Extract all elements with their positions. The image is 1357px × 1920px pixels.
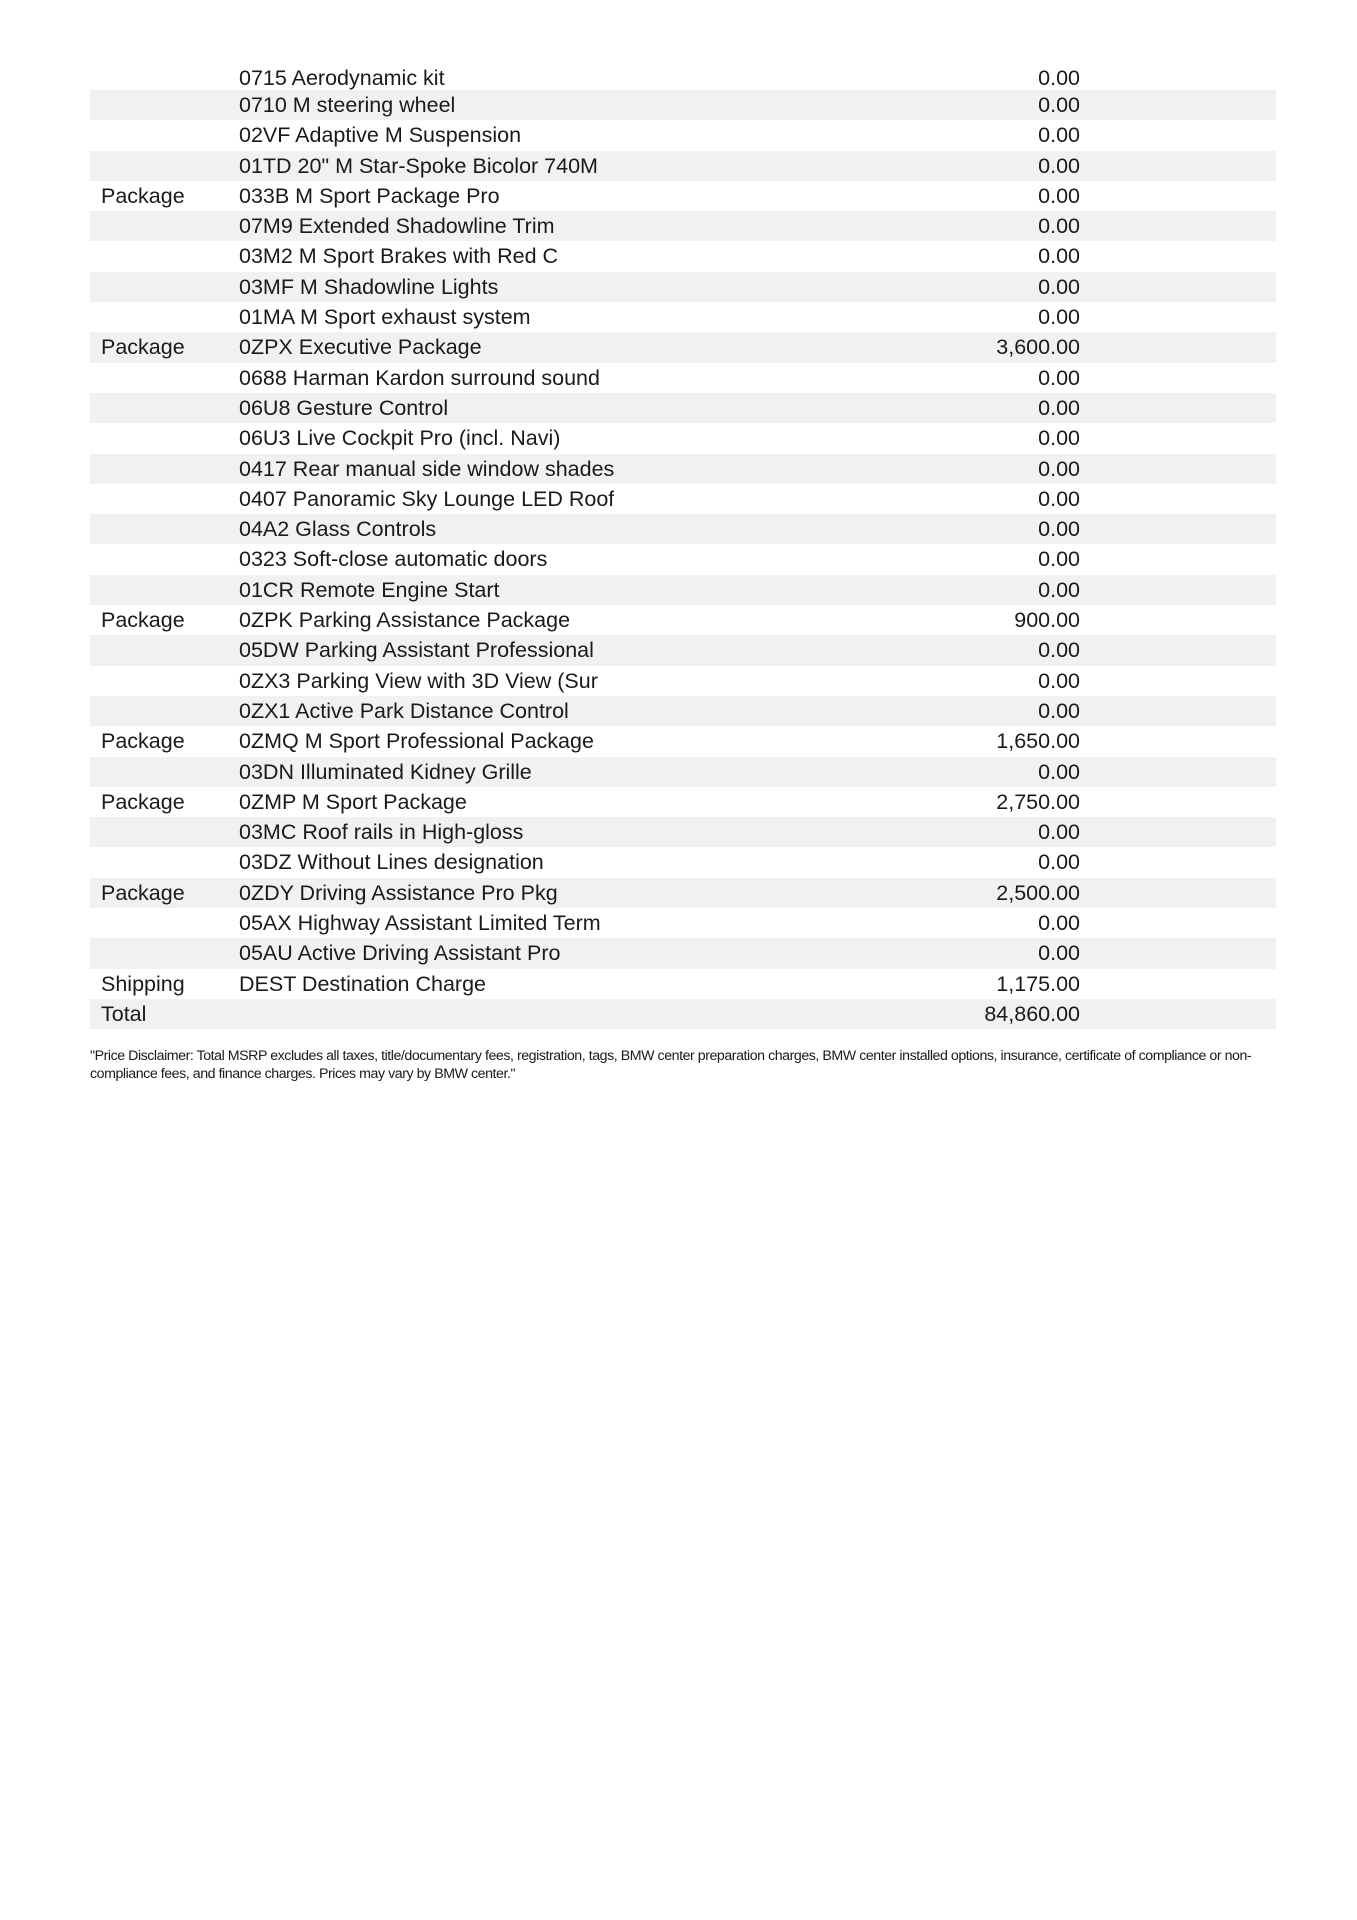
row-price: 0.00: [1038, 941, 1080, 966]
row-option: 0688 Harman Kardon surround sound: [239, 365, 600, 390]
row-price: 0.00: [1038, 123, 1080, 148]
row-option: 03M2 M Sport Brakes with Red C: [239, 244, 559, 269]
row-option: 03DZ Without Lines designation: [239, 850, 544, 875]
row-price: 0.00: [1038, 486, 1080, 511]
row-option: 0ZDY Driving Assistance Pro Pkg: [239, 880, 558, 905]
row-price: 0.00: [1038, 517, 1080, 542]
row-price: 0.00: [1038, 638, 1080, 663]
row-price: 0.00: [1038, 274, 1080, 299]
row-price: 900.00: [1014, 608, 1080, 633]
row-option: 0323 Soft-close automatic doors: [239, 547, 548, 572]
row-price: 0.00: [1038, 698, 1080, 723]
row-price: 0.00: [1038, 365, 1080, 390]
row-price: 0.00: [1038, 668, 1080, 693]
shipping-row: [90, 969, 1276, 999]
row-category: Package: [101, 880, 185, 905]
row-option: 0407 Panoramic Sky Lounge LED Roof: [239, 486, 615, 511]
row-option: 06U3 Live Cockpit Pro (incl. Navi): [239, 426, 561, 451]
row-price: 0.00: [1038, 183, 1080, 208]
row-option: 04A2 Glass Controls: [239, 517, 437, 542]
table-row: [90, 666, 1276, 696]
row-price: 0.00: [1038, 547, 1080, 572]
row-category: Shipping: [101, 971, 185, 996]
row-price: 0.00: [1038, 820, 1080, 845]
table-row: [90, 211, 1276, 241]
total-price: 84,860.00: [984, 1001, 1080, 1026]
table-row: [90, 696, 1276, 726]
row-option: 0710 M steering wheel: [239, 93, 456, 117]
table-row: [90, 726, 1276, 756]
row-option: 03MC Roof rails in High-gloss: [239, 820, 524, 845]
row-option: 05AU Active Driving Assistant Pro: [239, 941, 561, 966]
row-option: 0715 Aerodynamic kit: [239, 66, 445, 90]
row-option: 0ZPK Parking Assistance Package: [239, 608, 571, 633]
table-row: [90, 817, 1276, 847]
table-row: [90, 847, 1276, 877]
table-row: [90, 484, 1276, 514]
row-option: 06U8 Gesture Control: [239, 395, 449, 420]
row-price: 0.00: [1038, 911, 1080, 936]
table-row: [90, 241, 1276, 271]
table-row: [90, 908, 1276, 938]
row-option: 0ZMQ M Sport Professional Package: [239, 729, 594, 754]
table-row: [90, 575, 1276, 605]
table-row: [90, 787, 1276, 817]
row-option: DEST Destination Charge: [239, 971, 486, 996]
row-price: 0.00: [1038, 426, 1080, 451]
total-label: Total: [101, 1001, 147, 1026]
row-price: 1,650.00: [996, 729, 1080, 754]
row-option: 0ZX1 Active Park Distance Control: [239, 698, 569, 723]
row-category: Package: [101, 183, 185, 208]
row-price: 0.00: [1038, 395, 1080, 420]
table-row: [90, 272, 1276, 302]
table-row: [90, 544, 1276, 574]
row-category: Package: [101, 335, 185, 360]
table-row: [90, 151, 1276, 181]
row-option: 01TD 20" M Star-Spoke Bicolor 740M: [239, 153, 598, 178]
table-row: [90, 181, 1276, 211]
row-option: 0ZMP M Sport Package: [239, 789, 467, 814]
row-price: 0.00: [1038, 850, 1080, 875]
table-row: [90, 393, 1276, 423]
table-row: [90, 120, 1276, 150]
row-option: 05DW Parking Assistant Professional: [239, 638, 594, 663]
row-option: 03DN Illuminated Kidney Grille: [239, 759, 532, 784]
row-price: 0.00: [1038, 305, 1080, 330]
row-option: 0ZPX Executive Package: [239, 335, 482, 360]
row-price: 0.00: [1038, 244, 1080, 269]
row-price: 0.00: [1038, 759, 1080, 784]
table-row: [90, 454, 1276, 484]
row-category: Package: [101, 789, 185, 814]
table-row: [90, 757, 1276, 787]
row-option: 033B M Sport Package Pro: [239, 183, 500, 208]
row-price: 1,175.00: [996, 971, 1080, 996]
row-option: 01MA M Sport exhaust system: [239, 305, 531, 330]
table-row: [90, 423, 1276, 453]
table-row: [90, 635, 1276, 665]
row-price: 2,750.00: [996, 789, 1080, 814]
table-row: [90, 90, 1276, 120]
row-price: 0.00: [1038, 456, 1080, 481]
row-option: 03MF M Shadowline Lights: [239, 274, 499, 299]
row-price: 0.00: [1038, 214, 1080, 239]
table-row: [90, 302, 1276, 332]
table-row: [90, 938, 1276, 968]
row-price: 0.00: [1038, 93, 1080, 117]
price-table: [90, 66, 1276, 1029]
table-row: [90, 605, 1276, 635]
price-disclaimer: "Price Disclaimer: Total MSRP excludes all taxes, title/documentary fees, registration, tags, BMW center preparation charges, BMW center installed options, insurance, certificate of compliance or non-compliance fees, and finance charges. Prices may vary by BMW center.": [90, 1048, 1252, 1082]
row-option: 05AX Highway Assistant Limited Term: [239, 911, 601, 936]
row-price: 0.00: [1038, 153, 1080, 178]
row-price: 0.00: [1038, 577, 1080, 602]
row-price: 3,600.00: [996, 335, 1080, 360]
row-price: 0.00: [1038, 66, 1080, 90]
table-row: [90, 332, 1276, 362]
row-price: 2,500.00: [996, 880, 1080, 905]
row-option: 01CR Remote Engine Start: [239, 577, 500, 602]
row-option: 0417 Rear manual side window shades: [239, 456, 615, 481]
row-option: 07M9 Extended Shadowline Trim: [239, 214, 555, 239]
row-option: 02VF Adaptive M Suspension: [239, 123, 522, 148]
table-row: [90, 66, 1276, 90]
row-category: Package: [101, 608, 185, 633]
table-row: [90, 363, 1276, 393]
row-category: Package: [101, 729, 185, 754]
table-row: [90, 514, 1276, 544]
total-row: [90, 999, 1276, 1029]
table-row: [90, 878, 1276, 908]
row-option: 0ZX3 Parking View with 3D View (Sur: [239, 668, 598, 693]
